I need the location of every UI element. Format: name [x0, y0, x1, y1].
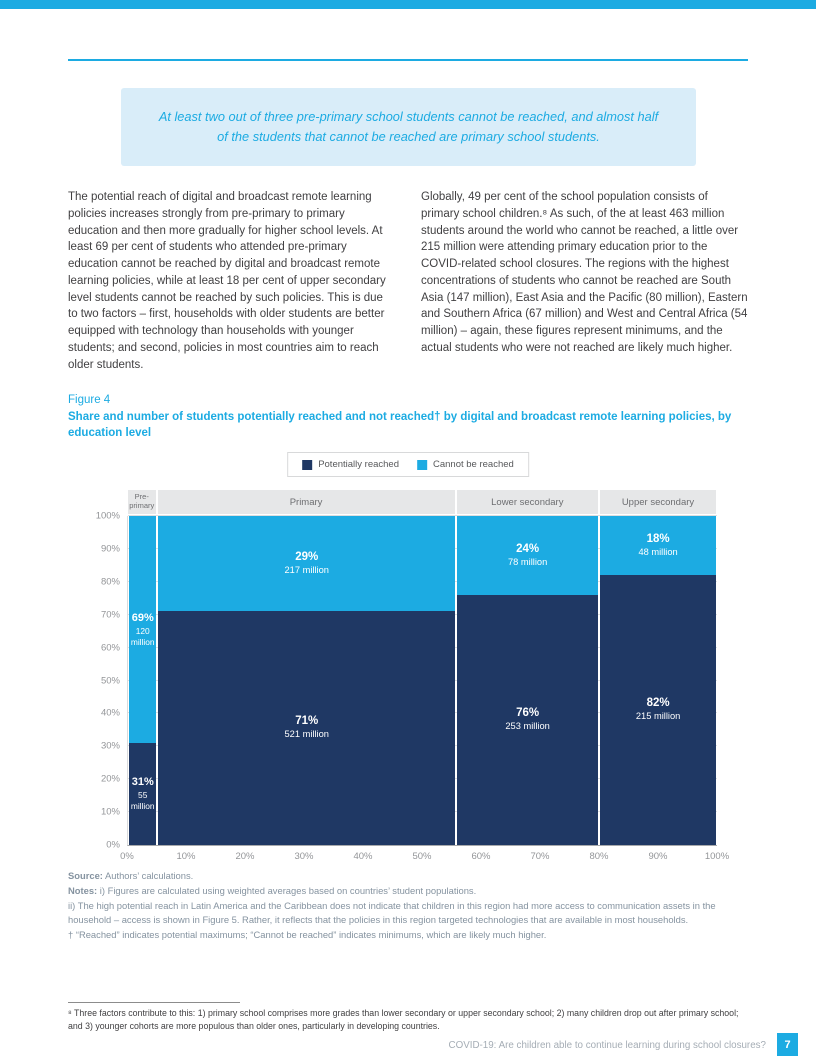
legend-item-potentially-reached [302, 459, 399, 470]
segment-cannot-be-reached-primary [158, 516, 455, 611]
source-text: Authors’ calculations. [102, 870, 194, 881]
column-lower-secondary [457, 516, 598, 845]
source-line [68, 869, 748, 883]
segment-percent-label: 31% [131, 776, 154, 789]
x-axis-tick-label: 30% [294, 851, 314, 862]
y-axis-tick-label: 100% [95, 510, 120, 522]
page-number-badge: 7 [777, 1033, 798, 1056]
segment-potentially-reached-primary [158, 611, 455, 845]
body-paragraph-left: The potential reach of digital and broadcast remote learning policies increases strongly from pre-primary to primary education and then more gradually for higher school levels. At least 69 per cent of students who attended pre-primary education cannot be reached by digital and broadcast remote learning policies, while at least 18 per cent of upper secondary level students cannot be reached by such policies. This is due to two factors – first, households with older students are better equipped with technology than households with younger students; and second, policies in most countries aim to reach older students. [68, 191, 386, 371]
segment-percent-label: 18% [646, 532, 670, 545]
chart-x-axis [120, 846, 730, 864]
figure-label: Figure 4 [68, 394, 111, 406]
segment-count-label: 215 million [635, 711, 681, 722]
segment-potentially-reached-upper-secondary [600, 575, 716, 845]
note-i-text: i) Figures are calculated using weighted averages based on countries’ student populations. [97, 885, 477, 897]
y-axis-tick-label: 10% [100, 806, 120, 818]
x-axis-tick-label: 60% [471, 851, 491, 862]
column-header-upper-secondary: Upper secondary [600, 490, 716, 514]
legend-item-cannot-be-reached [417, 459, 514, 470]
x-axis-tick-label: 20% [235, 851, 255, 862]
segment-percent-label: 24% [516, 542, 540, 555]
segment-percent-label: 29% [295, 550, 319, 563]
chart-legend [287, 452, 529, 477]
y-axis-tick-label: 70% [100, 609, 120, 621]
segment-count-label: 253 million [505, 721, 550, 732]
footer-title: COVID-19: Are children able to continue learning during school closures? [448, 1040, 766, 1051]
y-axis-tick-label: 90% [100, 543, 120, 555]
x-axis-tick-label: 0% [120, 851, 134, 862]
column-pre-primary [129, 516, 156, 845]
segment-count-label: 48 million [638, 546, 678, 557]
y-axis-tick-label: 40% [100, 707, 120, 719]
x-axis-tick-label: 90% [648, 851, 668, 862]
segment-potentially-reached-pre-primary [129, 743, 156, 845]
segment-cannot-be-reached-upper-secondary [600, 516, 716, 575]
notes-line-dagger: † “Reached” indicates potential maximums; “Cannot be reached” indicates minimums, which are likely much higher. [68, 929, 547, 941]
segment-percent-label: 71% [295, 715, 319, 728]
column-primary [158, 516, 455, 845]
figure-notes [68, 869, 748, 944]
x-axis-tick-label: 50% [412, 851, 432, 862]
y-axis-tick-label: 80% [100, 576, 120, 588]
notes-label: Notes: [68, 885, 98, 897]
x-axis-tick-label: 70% [530, 851, 550, 862]
footnote-text: ⁸ Three factors contribute to this: 1) primary school comprises more grades than lower secondary or upper secondary school; 2) many children drop out after primary school; and 3) younger cohorts are more populous than older ones, particularly in developing countries. [68, 1008, 739, 1031]
segment-count-label: 55 million [130, 790, 155, 811]
segment-count-label: 521 million [284, 729, 329, 740]
segment-cannot-be-reached-lower-secondary [457, 516, 598, 595]
chart-plot-area [95, 510, 717, 851]
column-header-primary: Primary [158, 490, 455, 514]
x-axis-tick-label: 40% [353, 851, 373, 862]
legend-swatch-cyan-icon [417, 460, 427, 470]
segment-potentially-reached-lower-secondary [457, 595, 598, 845]
y-axis-tick-label: 60% [100, 642, 120, 654]
segment-count-label: 120 million [130, 626, 155, 647]
notes-line-ii: ii) The high potential reach in Latin America and the Caribbean does not indicate that children in this region had more access to communication assets in the household – access is shown in Figure 5. Rather, it reflects that the policies in this region targeted technologies that are available in most households. [68, 900, 716, 926]
source-label: Source: [68, 870, 103, 881]
top-accent-bar [0, 0, 816, 9]
y-axis-tick-label: 0% [106, 839, 120, 851]
column-upper-secondary [600, 516, 716, 845]
y-axis-tick-label: 30% [100, 740, 120, 752]
notes-line-i [68, 884, 748, 898]
segment-count-label: 217 million [284, 564, 329, 575]
column-header-pre-primary: Pre-primary [128, 490, 156, 514]
callout-box [121, 88, 696, 166]
callout-text: At least two out of three pre-primary school students cannot be reached, and almost half of the students that cannot be reached are primary school students. [158, 108, 659, 144]
segment-percent-label: 76% [516, 707, 540, 720]
segment-percent-label: 82% [646, 697, 670, 710]
body-columns [68, 189, 748, 374]
figure-title: Share and number of students potentially reached and not reached† by digital and broadcast remote learning policies, by education level [68, 411, 732, 439]
legend-label-cannot-be-reached: Cannot be reached [433, 459, 514, 470]
column-header-lower-secondary: Lower secondary [457, 490, 598, 514]
y-axis-tick-label: 50% [100, 675, 120, 686]
segment-cannot-be-reached-pre-primary [129, 516, 156, 743]
body-paragraph-right: Globally, 49 per cent of the school population consists of primary school children.⁸ As such, of the at least 463 million students around the world who cannot be reached, a little over 215 million were attending primary education prior to the COVID-related school closures. The regions with the highest concentrations of students who cannot be reached are South Asia (147 million), East Asia and the Pacific (80 million), Eastern and Southern Africa (67 million) and West and Central Africa (54 million) – again, these figures represent minimums, and the actual students who were not reached are likely much higher. [421, 191, 748, 355]
segment-percent-label: 69% [131, 612, 154, 624]
y-axis-tick-label: 20% [100, 773, 120, 785]
legend-label-potentially-reached: Potentially reached [318, 459, 399, 470]
x-axis-tick-label: 100% [704, 851, 730, 862]
header-divider-line [68, 59, 748, 61]
legend-swatch-navy-icon [302, 460, 312, 470]
x-axis-tick-label: 80% [589, 851, 609, 862]
footnote-divider [68, 1002, 240, 1003]
x-axis-tick-label: 10% [176, 851, 196, 862]
chart-column-headers [127, 490, 717, 514]
segment-count-label: 78 million [507, 556, 548, 567]
marimekko-chart [68, 490, 748, 864]
